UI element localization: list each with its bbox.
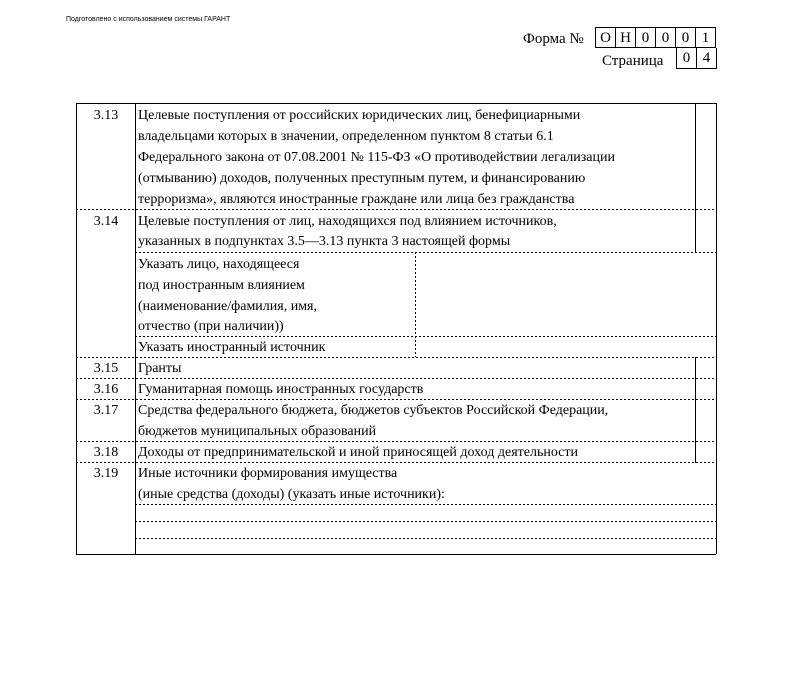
row-number: 3.13 [93, 108, 119, 123]
row-3-13-line: терроризма», являются иностранные граждане или лица без гражданства [138, 192, 575, 207]
form-number-cell: 0 [636, 27, 656, 48]
row-3-17-line: Средства федерального бюджета, бюджетов субъектов Российской Федерации, [138, 403, 609, 418]
form-number-cell: 0 [676, 27, 696, 48]
row-3-14-line: Целевые поступления от лиц, находящихся под влиянием источников, [138, 214, 557, 229]
form-number-label: Форма № [523, 31, 584, 47]
form-number-cell: 0 [656, 27, 676, 48]
row-number: 3.18 [93, 445, 119, 460]
form-number-cell: О [596, 27, 616, 48]
row-3-15-text: Гранты [138, 361, 182, 376]
form-number-cells [595, 27, 716, 48]
row-3-19-line: (иные средства (доходы) (указать иные источники): [138, 487, 445, 502]
foreign-influenced-person-label: Указать лицо, находящееся [138, 257, 300, 272]
row-number: 3.14 [93, 214, 119, 229]
foreign-influenced-person-label: отчество (при наличии)) [138, 319, 284, 334]
row-number: 3.15 [93, 361, 119, 376]
row-number: 3.16 [93, 382, 119, 397]
page-number-cell: 4 [697, 48, 717, 69]
row-3-13-line: Целевые поступления от российских юридических лиц, бенефициарными [138, 108, 581, 123]
page-number-label: Страница [602, 53, 664, 69]
row-3-18-text: Доходы от предпринимательской и иной приносящей доход деятельности [138, 445, 578, 460]
page-number-cells [676, 48, 717, 69]
form-number-cell: Н [616, 27, 636, 48]
row-3-16-text: Гуманитарная помощь иностранных государств [138, 382, 424, 397]
row-3-13-line: владельцами которых в значении, определенном пунктом 8 статьи 6.1 [138, 129, 554, 144]
row-3-13-line: (отмыванию) доходов, полученных преступным путем, и финансированию [138, 171, 586, 186]
foreign-influenced-person-label: под иностранным влиянием [138, 278, 305, 293]
foreign-source-label: Указать иностранный источник [138, 340, 326, 355]
row-3-17-line: бюджетов муниципальных образований [138, 424, 377, 439]
page-number-cell: 0 [677, 48, 697, 69]
foreign-influenced-person-label: (наименование/фамилия, имя, [138, 299, 317, 314]
row-3-19-line: Иные источники формирования имущества [138, 466, 398, 481]
form-number-cell: 1 [696, 27, 716, 48]
row-3-13-line: Федерального закона от 07.08.2001 № 115-ФЗ «О противодействии легализации [138, 150, 615, 165]
row-3-14-line: указанных в подпунктах 3.5—3.13 пункта 3 настоящей формы [138, 234, 511, 249]
row-number: 3.17 [93, 403, 119, 418]
row-number: 3.19 [93, 466, 119, 481]
garant-note: Подготовлено с использованием системы ГАРАНТ [66, 16, 231, 23]
